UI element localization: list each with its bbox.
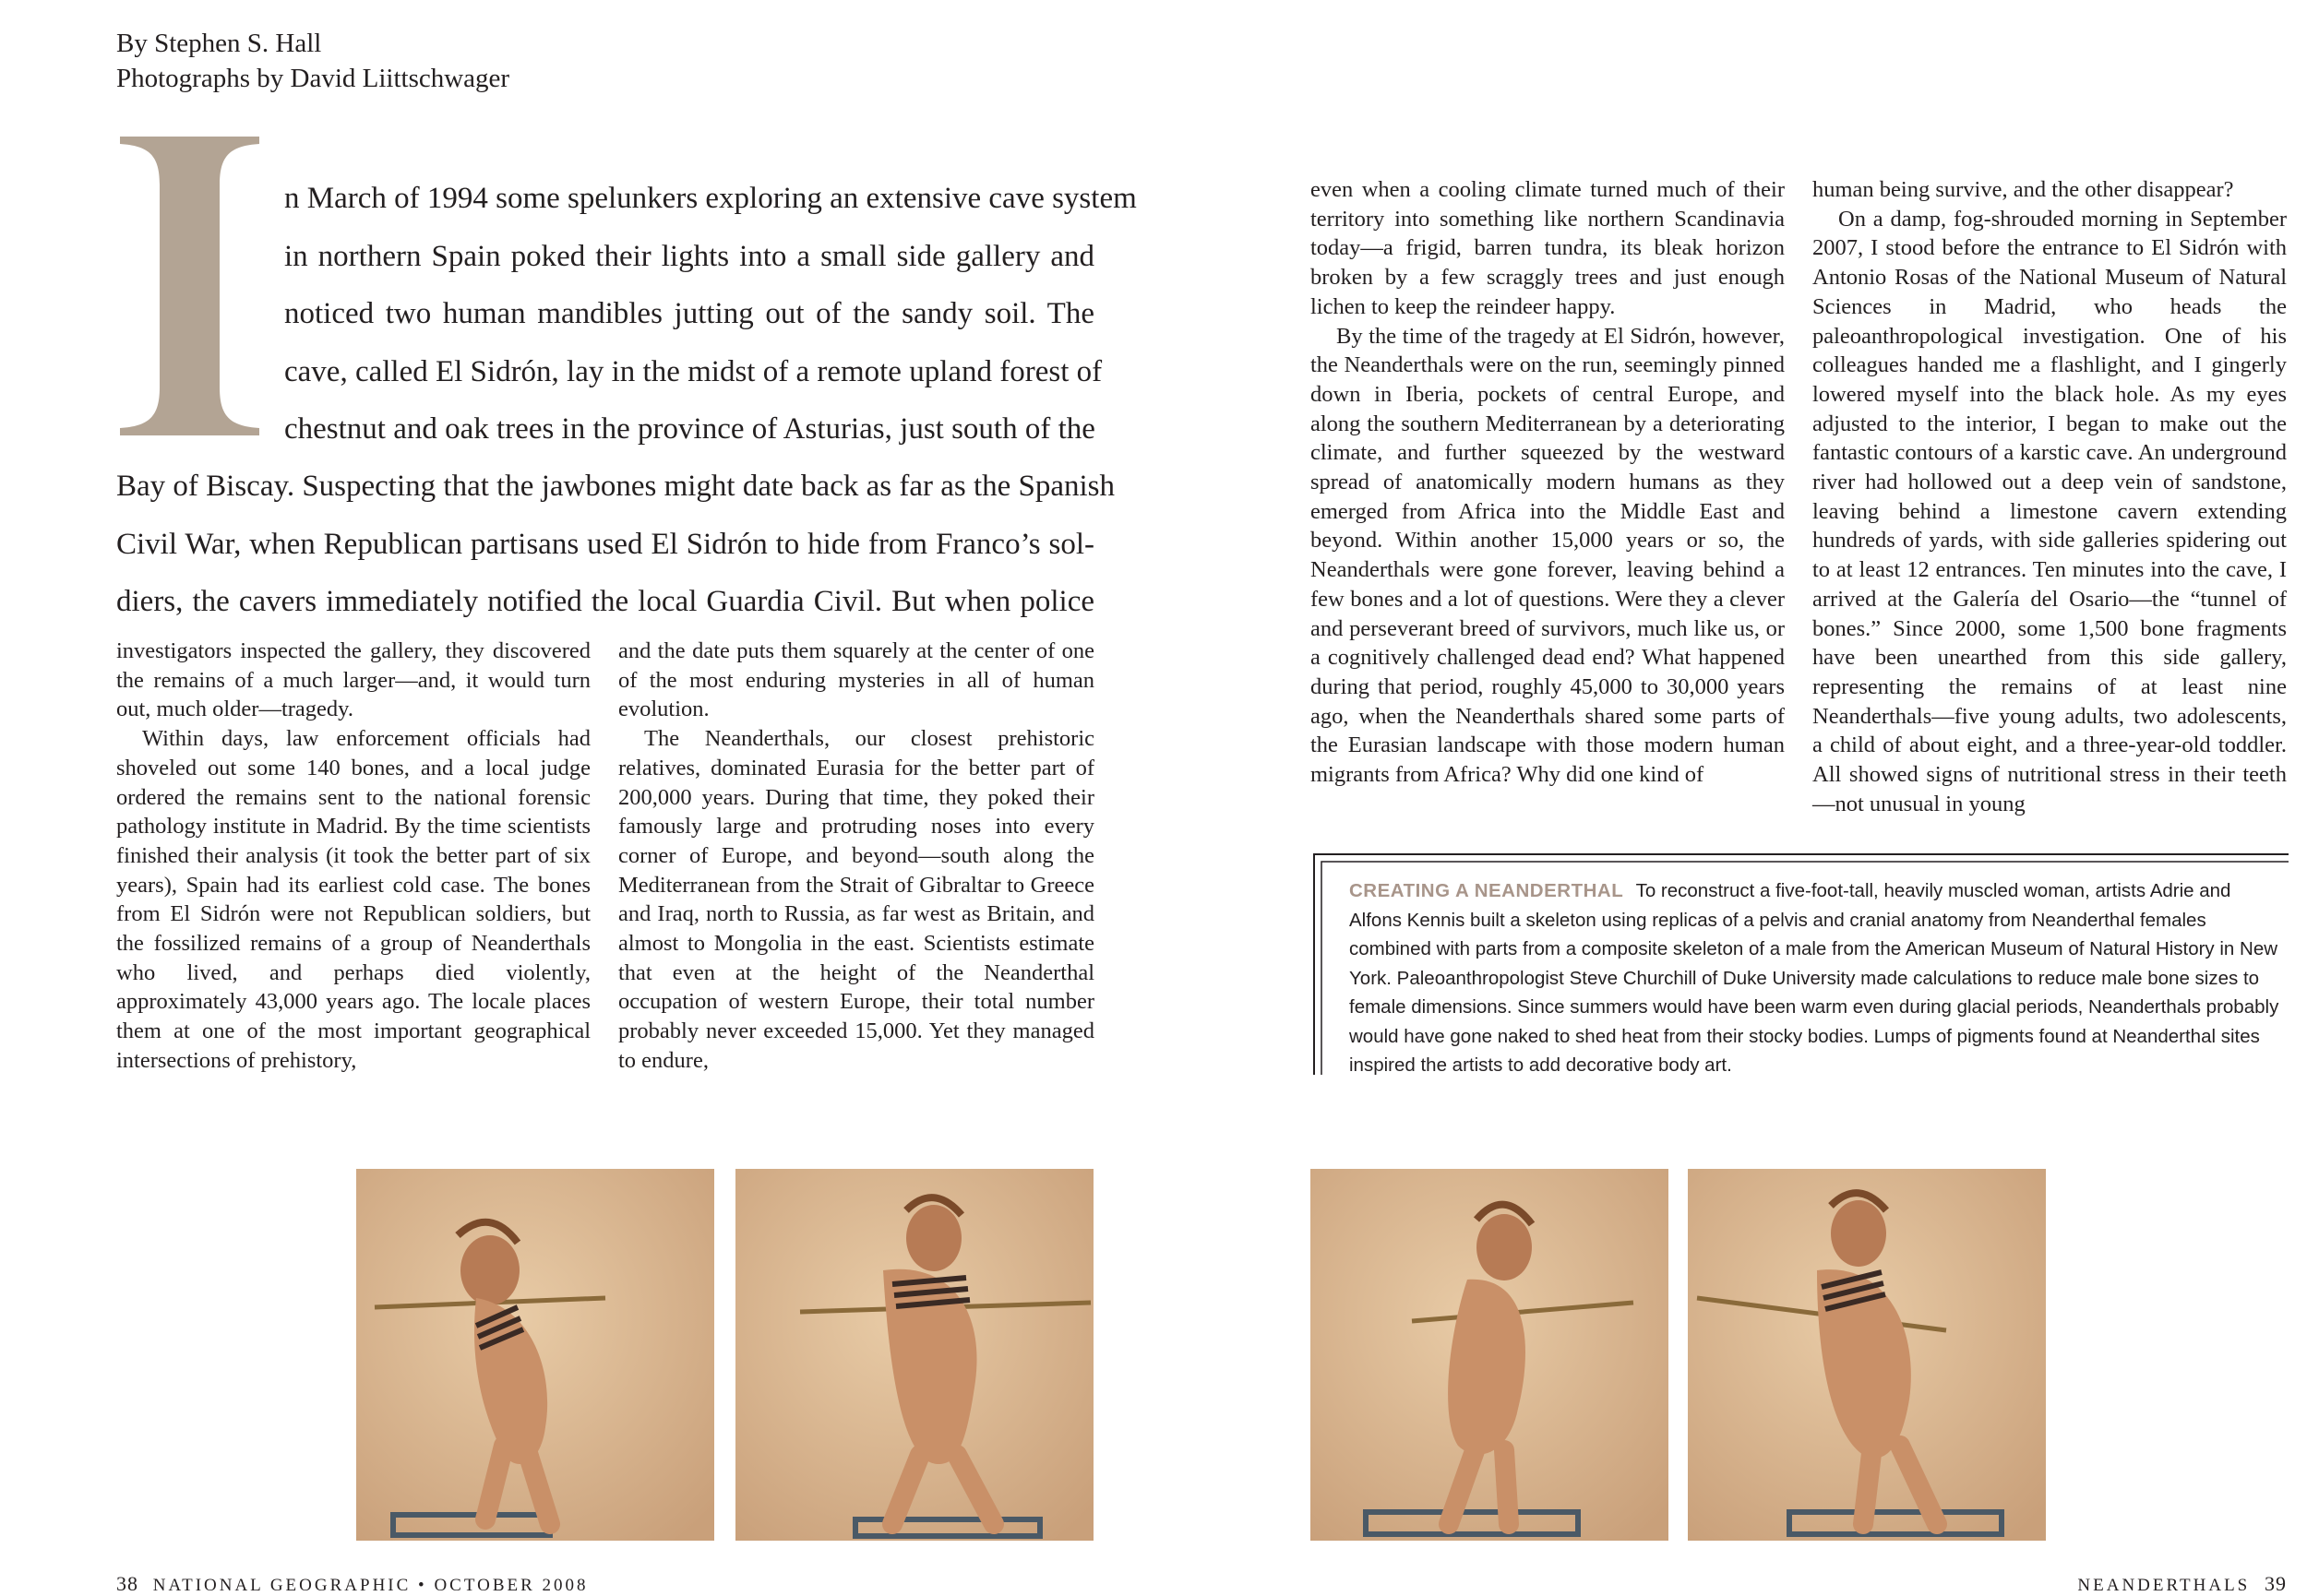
footer-left <box>116 1574 589 1596</box>
lead-line: in northern Spain poked their lights into a small side gallery and <box>284 239 1094 273</box>
lead-line: chestnut and oak trees in the province of Asturias, just south of the <box>284 412 1095 446</box>
photo-neanderthal-front <box>735 1169 1094 1541</box>
paragraph: and the date puts them squarely at the center of one of the most enduring mysteries in all of human evolution. <box>618 638 1094 722</box>
caption-body: To reconstruct a five-foot-tall, heavily muscled woman, artists Adrie and Alfons Kennis built a skeleton using replicas of a pelvis and cranial anatomy from Neanderthal females combined with parts from a composite skeleton of a male from the American Museum of Natural History in New York. Paleoanthropologist Steve Churchill of Duke University made calculations to reduce male bone sizes to female dimensions. Since summers would have been warm even during glacial periods, Neanderthals probably would have gone naked to shed heat from their stocky bodies. Lumps of pigments found at Neanderthal sites inspired the artists to add decorative body art. <box>1349 880 2279 1076</box>
photo-neanderthal-left <box>356 1169 714 1541</box>
author-credit: By Stephen S. Hall <box>116 29 322 58</box>
body-column-3 <box>1310 175 1785 790</box>
body-column-1 <box>116 637 591 1076</box>
lead-line: Bay of Biscay. Suspecting that the jawbones might date back as far as the Spanish <box>116 470 1116 503</box>
lead-paragraph-full <box>116 458 1116 631</box>
photo-neanderthal-back <box>1688 1169 2046 1541</box>
page-number-left: 38 <box>116 1572 138 1595</box>
paragraph: human being survive, and the other disappear? <box>1812 177 2234 202</box>
lead-line: Civil War, when Republican partisans used El Sidrón to hide from Franco’s sol- <box>116 527 1094 561</box>
paragraph: By the time of the tragedy at El Sidrón, however, the Neanderthals were on the run, seemingly pinned down in Iberia, pockets of central Europe, and along the southern Mediterranean by a deteriorating climate, and further squeezed by the westward spread of anatomically modern humans as they emerged from Africa into the Middle East and beyond. Within another 15,000 years or so, the Neanderthals were gone forever, leaving behind a few bones and a lot of questions. Were they a clever and perseverant breed of survivors, much like us, or a cognitively challenged dead end? What happened during that period, roughly 45,000 to 30,000 years ago, when the Neanderthals shared some parts of the Eurasian landscape with those modern human migrants from Africa? Why did one kind of <box>1310 323 1785 788</box>
caption-heading: CREATING A NEANDERTHAL <box>1349 880 1624 901</box>
lead-paragraph-indented <box>284 170 1137 459</box>
body-column-4 <box>1812 175 2287 818</box>
body-column-2 <box>618 637 1094 1076</box>
byline <box>116 26 509 96</box>
paragraph: Within days, law enforcement officials had shoveled out some 140 bones, and a local judge ordered the remains sent to the national forensic pathology institute in Madrid. By the time scientists finished their analysis (it took the better part of six years), Spain had its earliest cold case. The bones from El Sidrón were not Republican soldiers, but the fossilized remains of a group of Neanderthals who lived, and perhaps died violently, approximately 43,000 years ago. The locale places them at one of the most important geographical intersections of prehistory, <box>116 726 591 1073</box>
lead-line: cave, called El Sidrón, lay in the midst of a remote upland forest of <box>284 354 1103 388</box>
lead-line: diers, the cavers immediately notified the local Guardia Civil. But when police <box>116 585 1094 618</box>
paragraph: On a damp, fog-shrouded morning in September 2007, I stood before the entrance to El Sidrón with Antonio Rosas of the National Museum of Natural Sciences in Madrid, who heads the paleoanthropological investigation. One of his colleagues handed me a flashlight, and I gingerly lowered myself into the black hole. As my eyes adjusted to the interior, I began to make out the fantastic contours of a karstic cave. An underground river had hollowed out a deep vein of sandstone, leaving behind a limestone cavern extending hundreds of yards, with side galleries spidering out to at least 12 entrances. Ten minutes into the cave, I arrived at the Galería del Osario—the “tunnel of bones.” Since 2000, some 1,500 bone fragments have been unearthed from this side gallery, representing the remains of at least nine Neanderthals—five young adults, two adolescents, a child of about eight, and a three-year-old toddler. All showed signs of nutritional stress in their teeth—not unusual in young <box>1812 206 2287 816</box>
section-title: NEANDERTHALS <box>2077 1576 2251 1595</box>
drop-cap <box>109 129 270 443</box>
paragraph: investigators inspected the gallery, they discovered the remains of a much larger—and, it would turn out, much older—tragedy. <box>116 638 591 722</box>
publication-line: NATIONAL GEOGRAPHIC • OCTOBER 2008 <box>152 1576 589 1595</box>
footer-right <box>2077 1574 2287 1596</box>
photographer-credit: Photographs by David Liittschwager <box>116 64 510 93</box>
lead-line: noticed two human mandibles jutting out of the sandy soil. The <box>284 297 1094 330</box>
page-number-right: 39 <box>2265 1572 2287 1595</box>
lead-line: n March of 1994 some spelunkers exploring an extensive cave system <box>284 182 1137 215</box>
paragraph: even when a cooling climate turned much of their territory into something like northern Scandinavia today—a frigid, barren tundra, its bleak horizon broken by a few scraggly trees and just enough lichen to keep the reindeer happy. <box>1310 177 1785 319</box>
photo-caption <box>1349 876 2281 1080</box>
photo-neanderthal-right <box>1310 1169 1668 1541</box>
paragraph: The Neanderthals, our closest prehistoric relatives, dominated Eurasia for the better part of 200,000 years. During that time, they poked their famously large and protruding noses into every corner of Europe, and beyond—south along the Mediterranean from the Strait of Gibraltar to Greece and Iraq, north to Russia, as far west as Britain, and almost to Mongolia in the east. Scientists estimate that even at the height of the Neanderthal occupation of western Europe, their total number probably never exceeded 15,000. Yet they managed to endure, <box>618 726 1094 1073</box>
